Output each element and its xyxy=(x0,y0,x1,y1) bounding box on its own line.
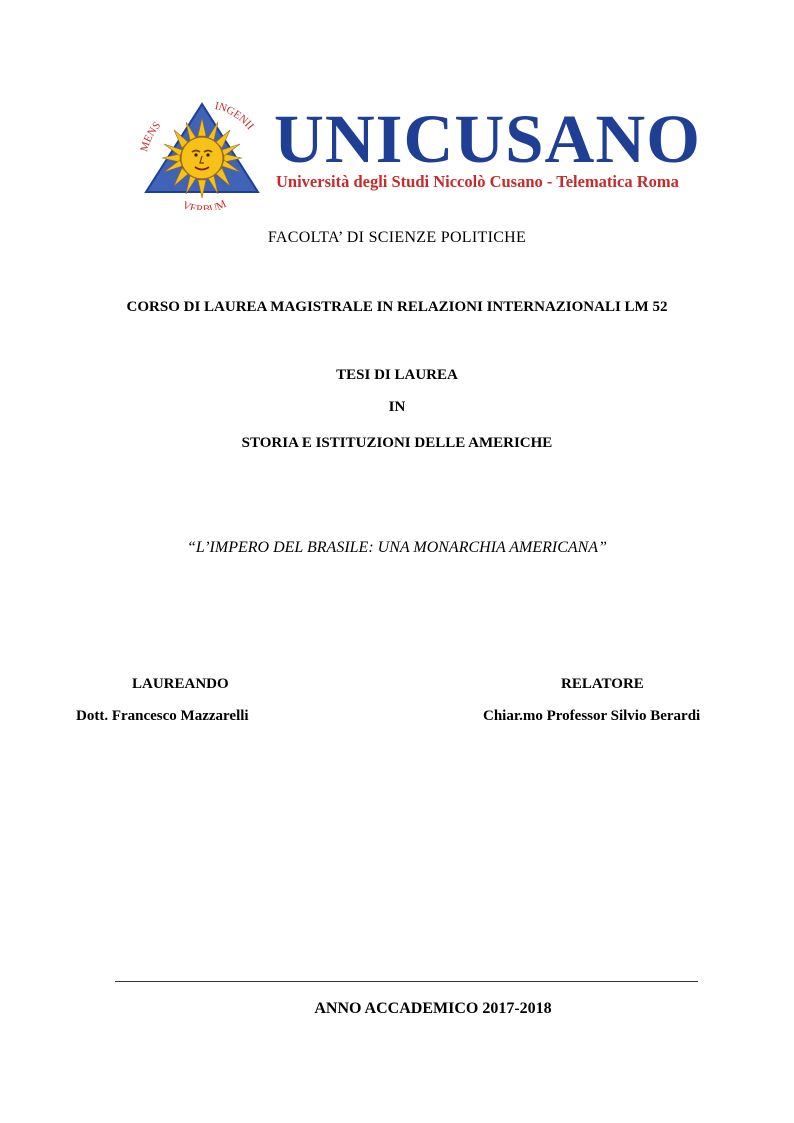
footer-divider xyxy=(115,981,698,982)
emblem-motto-bottom: VERBUM xyxy=(180,197,229,210)
thesis-title: “L’IMPERO DEL BRASILE: UNA MONARCHIA AMERICANA” xyxy=(187,539,607,556)
candidate-label: LAUREANDO xyxy=(132,676,229,692)
candidate-name: Dott. Francesco Mazzarelli xyxy=(76,708,249,724)
academic-year: ANNO ACCADEMICO 2017-2018 xyxy=(314,1000,552,1017)
faculty-heading: FACOLTA’ DI SCIENZE POLITICHE xyxy=(267,229,527,246)
supervisor-name: Chiar.mo Professor Silvio Berardi xyxy=(483,708,701,724)
thesis-subject: STORIA E ISTITUZIONI DELLE AMERICHE xyxy=(241,435,553,451)
svg-text:VERBUM xyxy=(181,198,229,210)
svg-text:INGENII xyxy=(214,100,257,132)
sun-triangle-icon xyxy=(138,100,266,210)
emblem-motto-left: MENS xyxy=(138,119,164,154)
thesis-preposition: IN xyxy=(388,399,406,415)
course-heading: CORSO DI LAUREA MAGISTRALE IN RELAZIONI INTERNAZIONALI LM 52 xyxy=(126,299,668,315)
supervisor-label: RELATORE xyxy=(561,676,644,692)
university-wordmark: UNICUSANO xyxy=(274,101,701,177)
emblem-motto-right: INGENII xyxy=(213,100,257,133)
thesis-type: TESI DI LAUREA xyxy=(336,367,458,383)
svg-text:MENS xyxy=(138,120,163,154)
university-subtitle: Università degli Studi Niccolò Cusano - Telematica Roma xyxy=(276,172,679,191)
university-emblem xyxy=(138,100,266,210)
